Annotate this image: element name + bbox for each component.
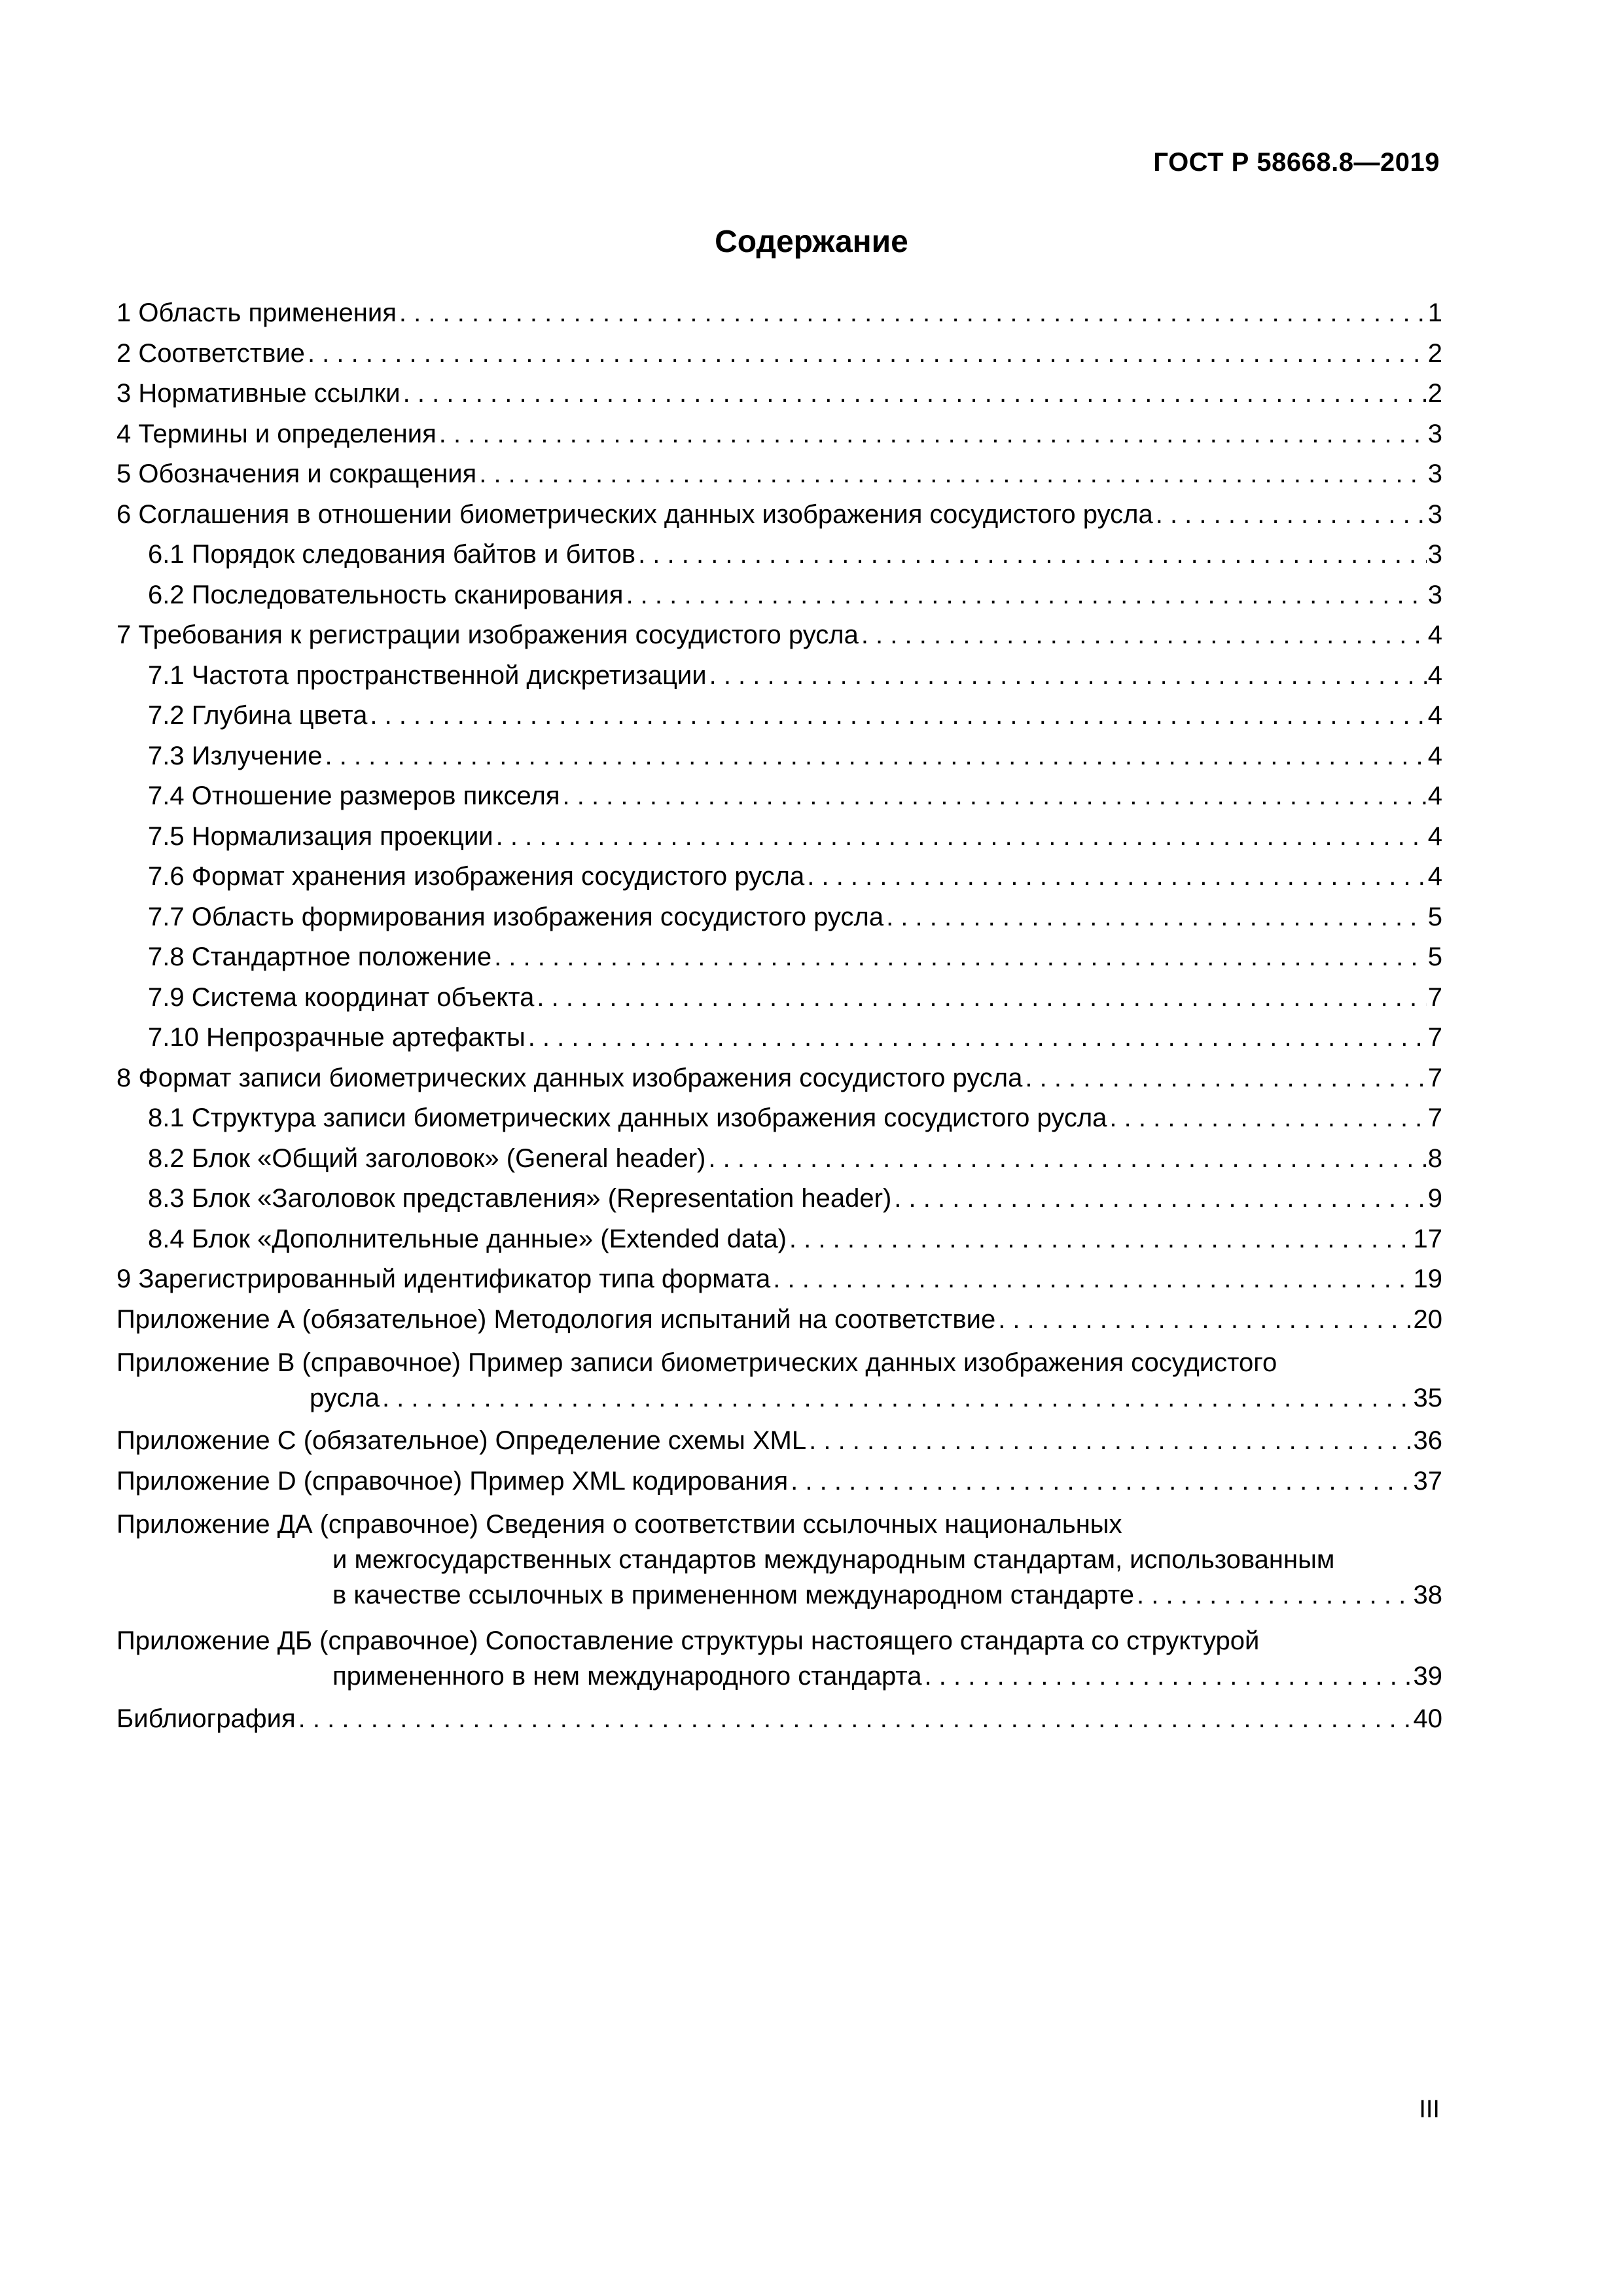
leader-dots (1109, 1098, 1426, 1139)
toc-entry-label: 5 Обозначения и сокращения (116, 459, 477, 488)
toc-entry[interactable] (116, 495, 1442, 535)
toc-entry-label: 6.2 Последовательность сканирования (148, 580, 624, 609)
toc-entry-label: 8.3 Блок «Заголовок представления» (Representation header) (148, 1184, 892, 1213)
table-of-contents (116, 293, 1442, 1740)
toc-entry-page: 2 (1427, 338, 1442, 368)
toc-entry[interactable] (116, 414, 1442, 455)
toc-entry-page: 7 (1427, 1023, 1442, 1052)
leader-dots (861, 615, 1427, 656)
toc-entry-label: 6.1 Порядок следования байтов и битов (148, 540, 636, 569)
toc-entry-page: 19 (1413, 1265, 1442, 1293)
toc-entry-label: 7.4 Отношение размеров пикселя (148, 781, 560, 810)
toc-entry-page: 4 (1427, 741, 1442, 770)
document-code: ГОСТ Р 58668.8—2019 (1153, 148, 1440, 177)
toc-entry-page: 7 (1427, 982, 1442, 1012)
page-number: III (1419, 2096, 1440, 2123)
toc-entry-page: 1 (1427, 298, 1442, 327)
toc-entry-page: 40 (1413, 1704, 1442, 1733)
toc-entry-page: 3 (1427, 419, 1442, 448)
toc-entry-page: 4 (1427, 862, 1442, 891)
toc-entry-label: Приложение D (справочное) Пример XML кодирования (116, 1466, 789, 1496)
toc-entry-appendix-d[interactable] (116, 1462, 1442, 1502)
leader-dots (708, 1139, 1426, 1179)
leader-dots (638, 535, 1427, 575)
toc-entry-page: 9 (1427, 1184, 1442, 1213)
toc-entry-label: 1 Область применения (116, 298, 397, 327)
toc-entry-page: 38 (1413, 1581, 1442, 1609)
toc-entry[interactable] (116, 776, 1442, 817)
toc-entry-label: 7.3 Излучение (148, 741, 323, 770)
leader-dots (308, 334, 1427, 374)
toc-entry[interactable] (116, 817, 1442, 857)
toc-entry[interactable] (116, 1139, 1442, 1179)
leader-dots (807, 857, 1427, 897)
toc-entry-page: 17 (1413, 1224, 1442, 1253)
toc-entry-label: 7.9 Система координат объекта (148, 982, 535, 1012)
toc-entry-label: Приложение В (справочное) Пример записи биометрических данных изображения сосудистого (116, 1348, 1277, 1377)
toc-entry-page: 7 (1427, 1063, 1442, 1092)
toc-entry-label: 3 Нормативные ссылки (116, 379, 401, 408)
leader-dots (791, 1462, 1412, 1502)
leader-dots (925, 1659, 1412, 1694)
toc-entry[interactable] (116, 897, 1442, 938)
toc-entry[interactable] (116, 978, 1442, 1018)
toc-entry[interactable] (116, 334, 1442, 374)
leader-dots (537, 978, 1426, 1018)
toc-entry-page: 8 (1427, 1143, 1442, 1173)
leader-dots (298, 1699, 1412, 1740)
toc-entry-appendix-c[interactable] (116, 1421, 1442, 1462)
toc-entry-page: 20 (1413, 1304, 1442, 1334)
toc-entry[interactable] (116, 1179, 1442, 1219)
toc-entry-label: 4 Термины и определения (116, 419, 437, 448)
leader-dots (325, 736, 1426, 777)
leader-dots (479, 454, 1427, 495)
toc-entry-label: 9 Зарегистрированный идентификатор типа формата (116, 1265, 771, 1293)
toc-entry-label: 7.7 Область формирования изображения сосудистого русла (148, 902, 884, 931)
toc-entry[interactable] (116, 1018, 1442, 1058)
toc-entry[interactable] (116, 535, 1442, 575)
toc-entry[interactable] (116, 696, 1442, 736)
toc-entry-label: 8.2 Блок «Общий заголовок» (General header) (148, 1143, 706, 1173)
leader-dots (1025, 1058, 1426, 1099)
leader-dots (809, 1421, 1412, 1462)
toc-entry-label: Приложение ДБ (справочное) Сопоставление структуры настоящего стандарта со структурой (116, 1626, 1260, 1655)
toc-entry[interactable] (116, 736, 1442, 777)
toc-entry[interactable] (116, 1300, 1442, 1340)
toc-entry-appendix-da[interactable] (116, 1501, 1442, 1618)
toc-entry-label: 8.1 Структура записи биометрических данных изображения сосудистого русла (148, 1103, 1107, 1132)
toc-entry[interactable] (116, 374, 1442, 414)
leader-dots (894, 1179, 1426, 1219)
toc-entry-page: 5 (1427, 942, 1442, 971)
toc-entry[interactable] (116, 1058, 1442, 1099)
toc-entry-page: 3 (1427, 499, 1442, 529)
toc-entry[interactable] (116, 1098, 1442, 1139)
toc-entry-appendix-db[interactable] (116, 1618, 1442, 1699)
toc-entry-label: 6 Соглашения в отношении биометрических данных изображения сосудистого русла (116, 499, 1153, 529)
toc-entry-appendix-b[interactable] (116, 1340, 1442, 1421)
toc-entry-label: Приложение ДА (справочное) Сведения о соответствии ссылочных национальных (116, 1510, 1122, 1539)
leader-dots (886, 897, 1427, 938)
toc-entry-page: 2 (1427, 379, 1442, 408)
leader-dots (370, 696, 1426, 736)
toc-entry[interactable] (116, 575, 1442, 616)
toc-entry-label: Приложение С (обязательное) Определение схемы XML (116, 1426, 807, 1455)
leader-dots (439, 414, 1427, 455)
toc-entry-label: 7.8 Стандартное положение (148, 942, 492, 971)
toc-entry-page: 3 (1427, 580, 1442, 609)
toc-entry-page: 3 (1427, 459, 1442, 488)
toc-entry-label: 7.2 Глубина цвета (148, 701, 368, 730)
toc-entry-label: 2 Соответствие (116, 338, 305, 368)
leader-dots (528, 1018, 1427, 1058)
toc-entry-label: 7.1 Частота пространственной дискретизации (148, 660, 707, 690)
toc-entry-label: 7.10 Непрозрачные артефакты (148, 1023, 526, 1052)
leader-dots (382, 1380, 1412, 1416)
leader-dots (773, 1259, 1412, 1300)
toc-entry-page: 4 (1427, 821, 1442, 851)
toc-entry[interactable] (116, 1219, 1442, 1260)
leader-dots (494, 937, 1427, 978)
toc-entry-page: 4 (1427, 781, 1442, 810)
toc-entry-bibliography[interactable] (116, 1699, 1442, 1740)
toc-entry-page: 4 (1427, 660, 1442, 690)
toc-entry[interactable] (116, 1259, 1442, 1300)
toc-entry-page: 4 (1427, 701, 1442, 730)
toc-entry-page: 39 (1413, 1662, 1442, 1691)
toc-entry-label: русла (310, 1384, 380, 1412)
leader-dots (496, 817, 1427, 857)
toc-title: Содержание (715, 224, 908, 259)
toc-entry-label: Библиография (116, 1704, 296, 1733)
toc-entry-label: и межгосударственных стандартов международным стандартам, использованным (332, 1545, 1335, 1574)
leader-dots (626, 575, 1426, 616)
toc-entry-label: 7 Требования к регистрации изображения сосудистого русла (116, 620, 859, 649)
leader-dots (403, 374, 1427, 414)
toc-entry[interactable] (116, 857, 1442, 897)
toc-entry-label: 7.6 Формат хранения изображения сосудистого русла (148, 862, 805, 891)
toc-entry[interactable] (116, 656, 1442, 696)
leader-dots (562, 776, 1426, 817)
toc-entry-page: 36 (1413, 1426, 1442, 1455)
leader-dots (399, 293, 1427, 334)
leader-dots (1137, 1577, 1412, 1613)
toc-entry-label: 8 Формат записи биометрических данных изображения сосудистого русла (116, 1063, 1023, 1092)
leader-dots (998, 1300, 1412, 1340)
toc-entry-label: примененного в нем международного стандарта (332, 1662, 922, 1691)
toc-entry-label: Приложение А (обязательное) Методология испытаний на соответствие (116, 1304, 996, 1334)
toc-entry-page: 3 (1427, 540, 1442, 569)
toc-entry[interactable] (116, 615, 1442, 656)
toc-entry[interactable] (116, 293, 1442, 334)
leader-dots (709, 656, 1427, 696)
toc-entry-label: в качестве ссылочных в примененном международном стандарте (332, 1581, 1135, 1609)
toc-entry[interactable] (116, 454, 1442, 495)
toc-entry-page: 37 (1413, 1466, 1442, 1496)
toc-entry-page: 4 (1427, 620, 1442, 649)
toc-entry-label: 7.5 Нормализация проекции (148, 821, 493, 851)
toc-entry-page: 35 (1413, 1384, 1442, 1412)
leader-dots (789, 1219, 1412, 1260)
toc-entry-page: 5 (1427, 902, 1442, 931)
toc-entry[interactable] (116, 937, 1442, 978)
toc-entry-page: 7 (1427, 1103, 1442, 1132)
toc-entry-label: 8.4 Блок «Дополнительные данные» (Extended data) (148, 1224, 787, 1253)
leader-dots (1156, 495, 1427, 535)
